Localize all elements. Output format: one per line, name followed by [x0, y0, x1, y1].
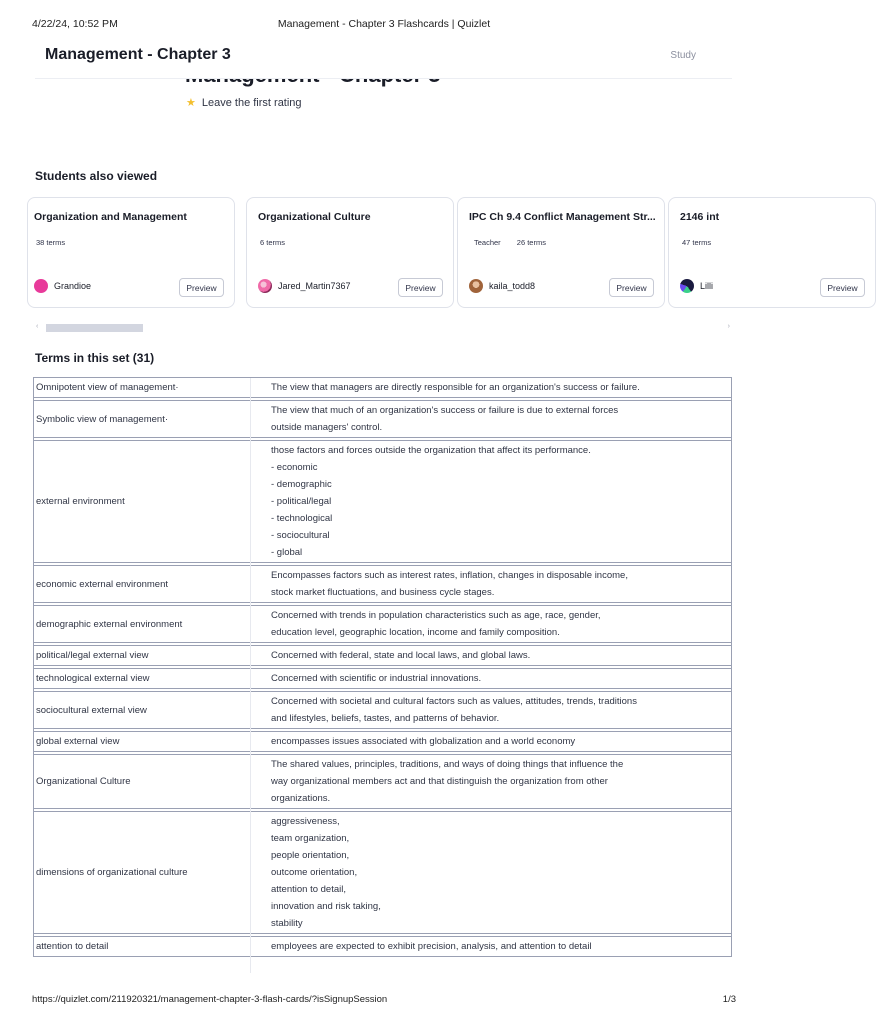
card-term-count: 6 terms: [260, 238, 286, 247]
terms-heading: Terms in this set (31): [35, 351, 155, 365]
definition-cell: [252, 812, 732, 934]
term-text: political/legal external view: [34, 646, 253, 666]
chevron-left-icon[interactable]: ‹: [36, 323, 39, 330]
card-author-name: kaila_todd8: [489, 281, 536, 291]
print-url: https://quizlet.com/211920321/management-chapter-3-flash-cards/?isSignupSession: [32, 994, 388, 1005]
term-text: Symbolic view of management·: [34, 401, 253, 438]
term-row: [34, 692, 732, 729]
card-term-count: 38 terms: [36, 238, 66, 247]
print-footer: [32, 994, 736, 1008]
definition-line: stock market fluctuations, and business cycle stages.: [271, 587, 495, 598]
term-row: [34, 669, 732, 689]
star-icon: ★: [186, 97, 196, 109]
definition-cell: [252, 755, 732, 809]
definition-line: Concerned with societal and cultural factors such as values, attitudes, trends, traditions: [271, 696, 637, 707]
term-row: [34, 401, 732, 438]
card-meta: [474, 238, 546, 247]
definition-line: - technological: [271, 513, 333, 524]
column-divider: [250, 378, 251, 973]
card-author[interactable]: [680, 279, 713, 293]
preview-button[interactable]: Preview: [179, 278, 224, 297]
definition-line: those factors and forces outside the organization that affect its performance.: [271, 445, 591, 456]
definition-line: people orientation,: [271, 850, 350, 861]
sticky-set-title: Management - Chapter 3: [45, 46, 231, 63]
preview-button[interactable]: Preview: [398, 278, 443, 297]
card-author-name: Grandioe: [54, 281, 92, 291]
avatar: [680, 279, 694, 293]
definition-line: Concerned with scientific or industrial innovations.: [271, 673, 482, 684]
card-author[interactable]: [469, 279, 535, 293]
rating-link[interactable]: [186, 96, 302, 109]
print-header: [32, 18, 736, 32]
term-row: [34, 937, 732, 957]
card-author-name: Lilli: [700, 281, 714, 291]
print-datetime: 4/22/24, 10:52 PM: [32, 18, 118, 30]
definition-line: stability: [271, 918, 303, 929]
definition-cell: [252, 378, 732, 398]
definition-cell: [252, 441, 732, 563]
definition-line: Encompasses factors such as interest rates, inflation, changes in disposable income,: [271, 570, 628, 581]
definition-line: The view that much of an organization's success or failure is due to external forces: [271, 405, 619, 416]
term-row: [34, 441, 732, 563]
avatar: [258, 279, 272, 293]
term-text: attention to detail: [34, 937, 253, 957]
definition-line: - economic: [271, 462, 318, 473]
definition-line: outside managers' control.: [271, 422, 383, 433]
set-card[interactable]: [246, 197, 454, 308]
definition-line: innovation and risk taking,: [271, 901, 381, 912]
definition-line: - demographic: [271, 479, 332, 490]
definition-line: outcome orientation,: [271, 867, 358, 878]
avatar: [34, 279, 48, 293]
card-title: Organization and Management: [34, 211, 187, 223]
print-page-number: 1/3: [722, 994, 736, 1005]
set-card[interactable]: [457, 197, 665, 308]
definition-line: attention to detail,: [271, 884, 346, 895]
preview-button[interactable]: Preview: [609, 278, 654, 297]
definition-line: - political/legal: [271, 496, 332, 507]
card-author[interactable]: [34, 279, 91, 293]
definition-line: and lifestyles, beliefs, tastes, and patterns of behavior.: [271, 713, 500, 724]
set-card[interactable]: [668, 197, 876, 308]
term-row: [34, 812, 732, 934]
card-meta: [36, 238, 65, 247]
definition-line: organizations.: [271, 793, 331, 804]
term-text: dimensions of organizational culture: [34, 812, 253, 934]
term-text: sociocultural external view: [34, 692, 253, 729]
term-row: [34, 646, 732, 666]
card-meta: [260, 238, 285, 247]
card-meta: [682, 238, 711, 247]
term-text: Organizational Culture: [34, 755, 253, 809]
preview-button[interactable]: Preview: [820, 278, 865, 297]
definition-cell: [252, 646, 732, 666]
definition-line: employees are expected to exhibit precision, analysis, and attention to detail: [271, 941, 592, 952]
term-text: economic external environment: [34, 566, 253, 603]
students-also-viewed-heading: Students also viewed: [35, 169, 158, 183]
definition-line: team organization,: [271, 833, 350, 844]
term-text: technological external view: [34, 669, 253, 689]
term-row: [34, 566, 732, 603]
definition-line: encompasses issues associated with globalization and a world economy: [271, 736, 576, 747]
print-page-title: Management - Chapter 3 Flashcards | Quizlet: [277, 18, 491, 30]
definition-line: Concerned with federal, state and local laws, and global laws.: [271, 650, 531, 661]
card-title: Organizational Culture: [258, 211, 371, 223]
definition-cell: [252, 566, 732, 603]
term-text: demographic external environment: [34, 606, 253, 643]
definition-cell: [252, 692, 732, 729]
term-row: [34, 606, 732, 643]
sticky-header: [35, 40, 732, 79]
definition-cell: [252, 937, 732, 957]
term-text: global external view: [34, 732, 253, 752]
definition-line: way organizational members act and that distinguish the organization from other: [271, 776, 608, 787]
definition-line: education level, geographic location, income and family composition.: [271, 627, 560, 638]
rating-label: Leave the first rating: [201, 96, 302, 109]
definition-cell: [252, 606, 732, 643]
term-row: [34, 755, 732, 809]
card-title: IPC Ch 9.4 Conflict Management Str...: [469, 211, 656, 223]
definition-line: - sociocultural: [271, 530, 330, 541]
definition-cell: [252, 732, 732, 752]
definition-line: - global: [271, 547, 303, 558]
definition-cell: [252, 669, 732, 689]
students-also-viewed-carousel[interactable]: [34, 197, 858, 312]
chevron-right-icon[interactable]: ›: [727, 323, 730, 330]
card-author[interactable]: [258, 279, 351, 293]
card-author-name: Jared_Martin7367: [278, 281, 351, 291]
card-term-count: 47 terms: [682, 238, 712, 247]
definition-line: The shared values, principles, traditions, and ways of doing things that influence the: [271, 759, 624, 770]
carousel-scrollbar[interactable]: [36, 323, 730, 333]
teacher-badge: Teacher: [474, 238, 501, 247]
definition-cell: [252, 401, 732, 438]
term-text: Omnipotent view of management·: [34, 378, 253, 398]
study-button[interactable]: Study: [670, 50, 696, 61]
set-card[interactable]: [27, 197, 235, 308]
term-text: external environment: [34, 441, 253, 563]
definition-line: The view that managers are directly responsible for an organization's success or failure.: [271, 382, 640, 393]
scrollbar-thumb[interactable]: [46, 324, 143, 332]
definition-line: Concerned with trends in population characteristics such as age, race, gender,: [271, 610, 601, 621]
terms-table: [33, 377, 732, 957]
definition-line: aggressiveness,: [271, 816, 340, 827]
term-row: [34, 732, 732, 752]
avatar: [469, 279, 483, 293]
card-title: 2146 int: [680, 211, 720, 223]
term-row: [34, 378, 732, 398]
card-term-count: 26 terms: [516, 238, 546, 247]
